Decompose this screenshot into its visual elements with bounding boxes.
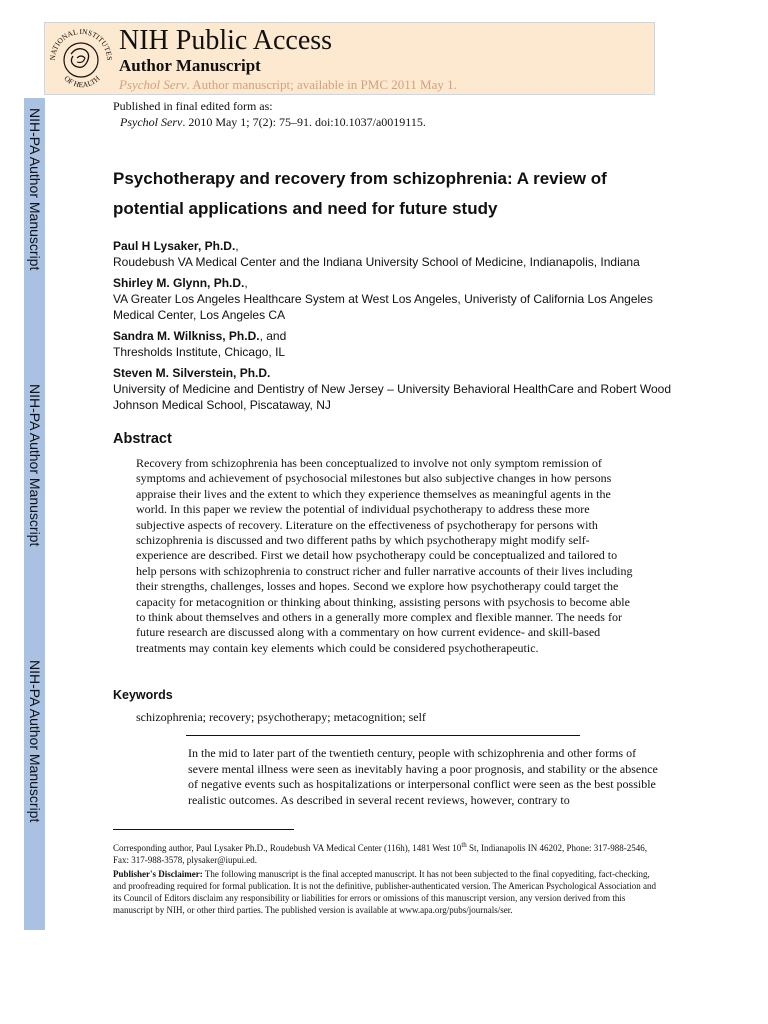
body-paragraph: In the mid to later part of the twentieth century, people with schizophrenia and other forms of severe mental illness were seen as inevitably having a poor prognosis, and stability or the absence of negative events such as hospitalizations or interpersonal conflict were seen as the best possible realistic outcomes. As described in several recent reviews, however, contrary to <box>188 746 658 807</box>
author-entry <box>113 365 673 413</box>
author-name: Sandra M. Wilkniss, Ph.D. <box>113 329 260 343</box>
author-entry <box>113 328 673 360</box>
author-list <box>113 238 673 418</box>
corresponding-text-post: St, Indianapolis IN 46202, Phone: 317-988-2546, Fax: 317-988-3578, plysaker@iupui.ed. <box>113 843 648 865</box>
nih-seal-logo <box>47 24 115 92</box>
header-title: NIH Public Access <box>119 25 333 56</box>
disclaimer-label: Publisher's Disclaimer: <box>113 869 203 880</box>
author-name: Steven M. Silverstein, Ph.D. <box>113 366 271 380</box>
author-entry <box>113 238 673 270</box>
abstract-text: Recovery from schizophrenia has been conceptualized to involve not only symptom remission of symptoms and achievement of psychosocial milestones but also subjective changes in how persons appraise their lives and the extent to which they experience themselves as meaningful agents in the world. In this paper we review the potential of individual psychotherapy to address these more subjective aspects of recovery. Literature on the effectiveness of psychotherapy for persons with schizophrenia is discussed and two different paths by which psychotherapy might modify self-experience are described. First we detail how psychotherapy could be conceptualized and tailored to help persons with schizophrenia to construct richer and fuller narrative accounts of their lives including their strengths, challenges, losses and hopes. Second we explore how psychotherapy could target the capacity for metacognition or thinking about thinking, assisting persons with psychosis to become able to think about themselves and others in a generally more complex and flexible manner. The needs for future research are discussed along with a commentary on how current evidence- and skill-based treatments may contain key elements which could be considered psychotherapeutic. <box>136 456 633 655</box>
sidebar-label-3: NIH-PA Author Manuscript <box>27 660 43 823</box>
publication-info <box>113 98 426 130</box>
abstract-heading: Abstract <box>113 431 172 447</box>
author-suffix: , and <box>259 329 287 343</box>
keywords-text: schizophrenia; recovery; psychotherapy; metacognition; self <box>136 710 426 724</box>
publication-citation <box>113 114 426 130</box>
author-name: Paul H Lysaker, Ph.D. <box>113 239 236 253</box>
publication-journal: Psychol Serv <box>120 115 183 129</box>
publication-line1: Published in final edited form as: <box>113 99 273 113</box>
publisher-disclaimer <box>113 869 658 916</box>
divider <box>186 735 580 736</box>
footnotes <box>113 840 658 919</box>
publication-citation-text: . 2010 May 1; 7(2): 75–91. doi:10.1037/a0019115. <box>182 115 426 129</box>
sidebar-label-1: NIH-PA Author Manuscript <box>27 108 43 271</box>
corresponding-sup: th <box>461 841 467 849</box>
author-affiliation: Thresholds Institute, Chicago, IL <box>113 345 286 359</box>
author-suffix: , <box>235 239 239 253</box>
footnote-divider <box>113 829 294 830</box>
nih-header <box>44 22 655 95</box>
author-name: Shirley M. Glynn, Ph.D. <box>113 276 245 290</box>
keywords-heading: Keywords <box>113 688 173 702</box>
availability-text: . Author manuscript; available in PMC 2011 May 1. <box>186 77 457 92</box>
logo-text-bottom: OF HEALTH <box>62 73 102 90</box>
disclaimer-text: The following manuscript is the final accepted manuscript. It has not been subjected to the final copyediting, fact-checking, and proofreading required for formal publication. It is not the definitive, publisher-authenticated version. The American Psychological Association and its Council of Editors disclaim any responsibility or liabilities for errors or omissions of this manuscript version, any version derived from this manuscript by NIH, or other third parties. The published version is available at www.apa.org/pubs/journals/ser. <box>113 869 657 915</box>
manuscript-sidebar <box>24 98 45 930</box>
author-entry <box>113 275 673 323</box>
author-affiliation: VA Greater Los Angeles Healthcare System at West Los Angeles, Univeristy of California Los Angeles Medical Center, Los Angeles CA <box>113 292 653 322</box>
logo-text-top: NATIONAL INSTITUTES <box>47 26 115 61</box>
header-subtitle: Author Manuscript <box>119 56 261 75</box>
sidebar-label-2: NIH-PA Author Manuscript <box>27 384 43 547</box>
availability-journal[interactable]: Psychol Serv <box>119 77 187 92</box>
author-suffix: , <box>244 276 248 290</box>
availability-line <box>119 77 457 93</box>
author-affiliation: Roudebush VA Medical Center and the Indiana University School of Medicine, Indianapolis, Indiana <box>113 255 640 269</box>
paper-title: Psychotherapy and recovery from schizophrenia: A review of potential applications and need for future study <box>113 169 607 218</box>
corresponding-text-pre: Corresponding author, Paul Lysaker Ph.D., Roudebush VA Medical Center (116h), 1481 West 10 <box>113 843 462 853</box>
author-affiliation: University of Medicine and Dentistry of New Jersey – University Behavioral HealthCare and Robert Wood Johnson Medical School, Piscataway, NJ <box>113 382 672 412</box>
corresponding-author-note <box>113 840 658 866</box>
svg-text:OF HEALTH <box>62 73 102 89</box>
